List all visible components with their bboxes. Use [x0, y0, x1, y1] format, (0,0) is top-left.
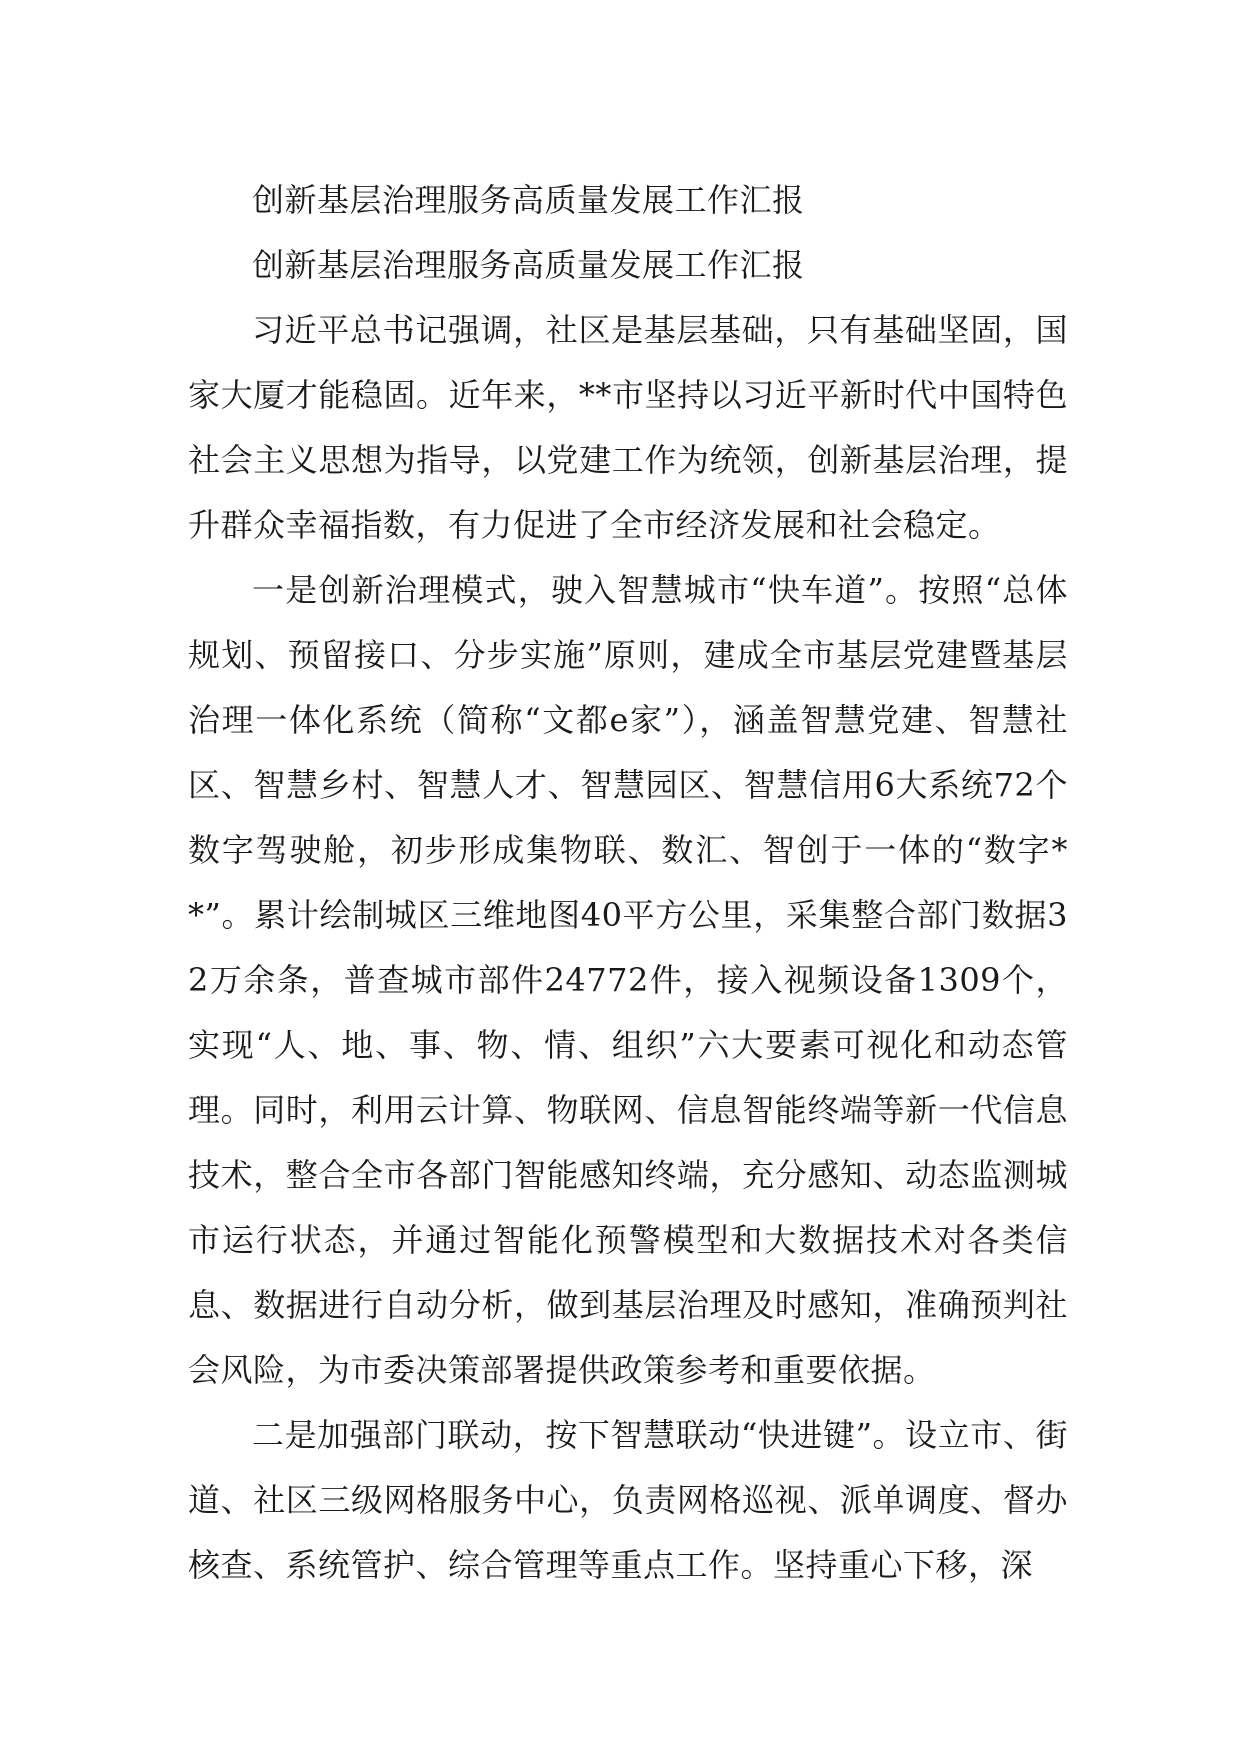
paragraph-section-two: 二是加强部门联动，按下智慧联动“快进键”。设立市、街道、社区三级网格服务中心，负责网格巡视、派单调度、督办核查、系统管护、综合管理等重点工作。坚持重心下移，深 [188, 1416, 1068, 1584]
paragraph-intro: 习近平总书记强调，社区是基层基础，只有基础坚固，国家大厦才能稳固。近年来，**市坚持以习近平新时代中国特色社会主义思想为指导，以党建工作为统领，创新基层治理，提升群众幸福指数，有力促进了全市经济发展和社会稳定。 [188, 311, 1068, 544]
paragraph-section-one: 一是创新治理模式，驶入智慧城市“快车道”。按照“总体规划、预留接口、分步实施”原则，建成全市基层党建暨基层治理一体化系统（简称“文都e家”），涵盖智慧党建、智慧社区、智慧乡村、智慧人才、智慧园区、智慧信用6大系统72个数字驾驶舱，初步形成集物联、数汇、智创于一体的“数字**”。累计绘制城区三维地图40平方公里，采集整合部门数据32万余条，普查城市部件24772件，接入视频设备1309个，实现“人、地、事、物、情、组织”六大要素可视化和动态管理。同时，利用云计算、物联网、信息智能终端等新一代信息技术，整合全市各部门智能感知终端，充分感知、动态监测城市运行状态，并通过智能化预警模型和大数据技术对各类信息、数据进行自动分析，做到基层治理及时感知，准确预判社会风险，为市委决策部署提供政策参考和重要依据。 [188, 571, 1068, 1389]
document-title: 创新基层治理服务高质量发展工作汇报 [252, 181, 805, 219]
document-subtitle: 创新基层治理服务高质量发展工作汇报 [252, 246, 805, 284]
document-body [188, 168, 1068, 1598]
